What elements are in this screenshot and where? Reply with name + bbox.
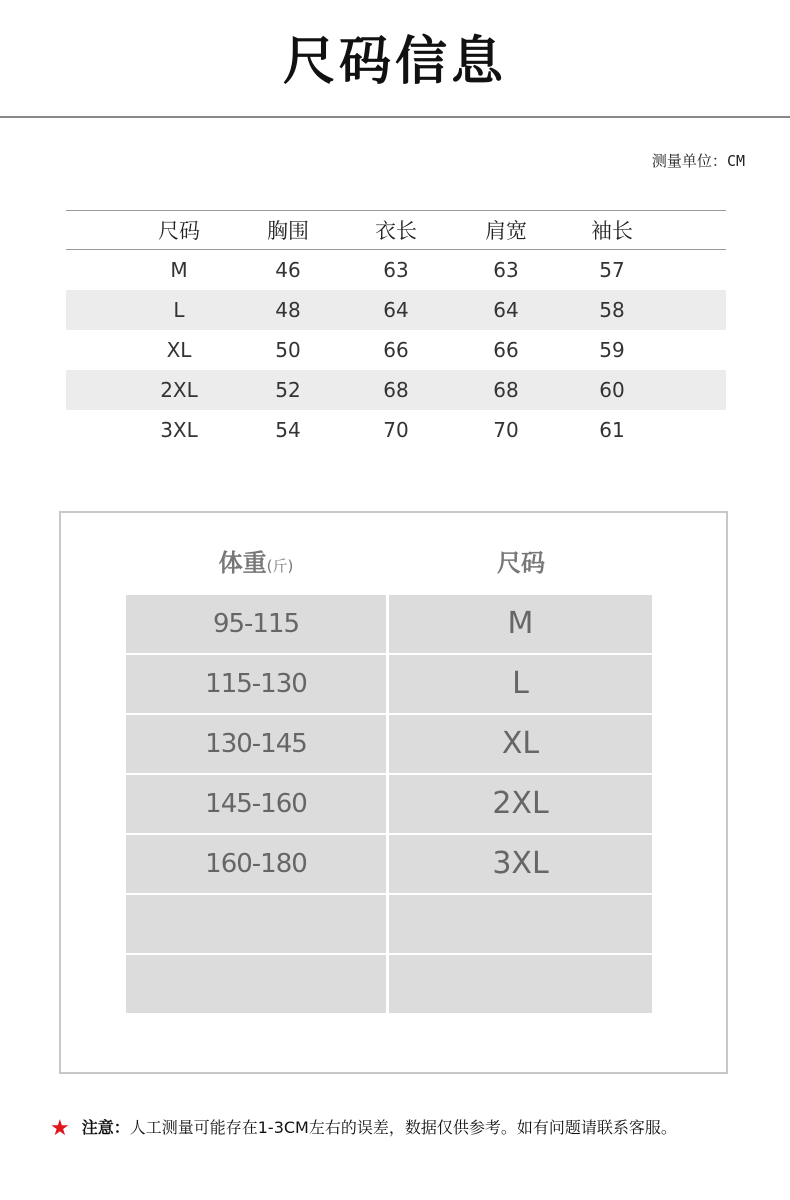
note-text: 人工测量可能存在1-3CM左右的误差，数据仅供参考。如有问题请联系客服。 bbox=[129, 1118, 677, 1137]
weight-range-cell: 115-130 bbox=[126, 655, 386, 713]
table-cell: 54 bbox=[275, 418, 301, 442]
table-cell: 66 bbox=[493, 338, 519, 362]
weight-row bbox=[126, 655, 652, 715]
table-cell: 52 bbox=[275, 378, 301, 402]
weight-range-cell: 95-115 bbox=[126, 595, 386, 653]
weight-row bbox=[126, 895, 652, 955]
header-shoulder: 肩宽 bbox=[485, 219, 527, 243]
size-cell: 2XL bbox=[389, 775, 652, 833]
unit-label: 测量单位： bbox=[651, 152, 727, 170]
note-label: 注意： bbox=[81, 1118, 130, 1137]
size-header: 尺码 bbox=[497, 549, 545, 577]
table-cell: XL bbox=[166, 338, 192, 362]
table-cell: 50 bbox=[275, 338, 301, 362]
weight-row bbox=[126, 595, 652, 655]
weight-row bbox=[126, 715, 652, 775]
page-title: 尺码信息 bbox=[282, 32, 507, 92]
weight-range-cell: 145-160 bbox=[126, 775, 386, 833]
weight-range-cell bbox=[126, 955, 386, 1013]
header-size: 尺码 bbox=[158, 219, 200, 243]
table-cell: 68 bbox=[493, 378, 519, 402]
weight-row bbox=[126, 835, 652, 895]
header-sleeve: 袖长 bbox=[591, 219, 633, 243]
unit-value: CM bbox=[726, 152, 745, 170]
table-cell: 48 bbox=[275, 298, 301, 322]
table-cell: 63 bbox=[493, 258, 519, 282]
table-cell: L bbox=[173, 298, 185, 322]
size-cell: 3XL bbox=[389, 835, 652, 893]
table-row bbox=[66, 410, 726, 450]
table-cell: 61 bbox=[599, 418, 625, 442]
size-cell bbox=[389, 895, 652, 953]
table-cell: 63 bbox=[383, 258, 409, 282]
table-cell: 64 bbox=[493, 298, 519, 322]
table-row bbox=[66, 370, 726, 410]
weight-size-chart bbox=[59, 511, 728, 1074]
weight-header-label: 体重 bbox=[218, 549, 267, 577]
weight-grid bbox=[126, 595, 652, 1015]
table-cell: 70 bbox=[493, 418, 519, 442]
size-cell: L bbox=[389, 655, 652, 713]
table-cell: 57 bbox=[599, 258, 625, 282]
table-cell: 60 bbox=[599, 378, 625, 402]
table-cell: 66 bbox=[383, 338, 409, 362]
header-chest: 胸围 bbox=[267, 219, 309, 243]
weight-row bbox=[126, 775, 652, 835]
table-row bbox=[66, 250, 726, 290]
table-cell: 3XL bbox=[160, 418, 198, 442]
table-cell: 46 bbox=[275, 258, 301, 282]
table-cell: M bbox=[170, 258, 188, 282]
table-cell: 2XL bbox=[160, 378, 198, 402]
weight-header bbox=[126, 543, 386, 583]
weight-range-cell: 130-145 bbox=[126, 715, 386, 773]
table-cell: 58 bbox=[599, 298, 625, 322]
footer-note bbox=[50, 1113, 770, 1143]
weight-row bbox=[126, 955, 652, 1015]
size-cell bbox=[389, 955, 652, 1013]
table-cell: 64 bbox=[383, 298, 409, 322]
measurement-table-header bbox=[66, 210, 726, 250]
table-cell: 59 bbox=[599, 338, 625, 362]
measurement-table bbox=[66, 210, 726, 450]
header-length: 衣长 bbox=[375, 219, 417, 243]
table-cell: 70 bbox=[383, 418, 409, 442]
table-row bbox=[66, 290, 726, 330]
size-cell: M bbox=[389, 595, 652, 653]
weight-range-cell: 160-180 bbox=[126, 835, 386, 893]
unit-note bbox=[652, 150, 745, 172]
star-icon: ★ bbox=[50, 1116, 70, 1141]
size-cell: XL bbox=[389, 715, 652, 773]
table-cell: 68 bbox=[383, 378, 409, 402]
weight-range-cell bbox=[126, 895, 386, 953]
title-divider bbox=[0, 116, 790, 118]
weight-header-unit: (斤) bbox=[266, 557, 294, 575]
table-row bbox=[66, 330, 726, 370]
